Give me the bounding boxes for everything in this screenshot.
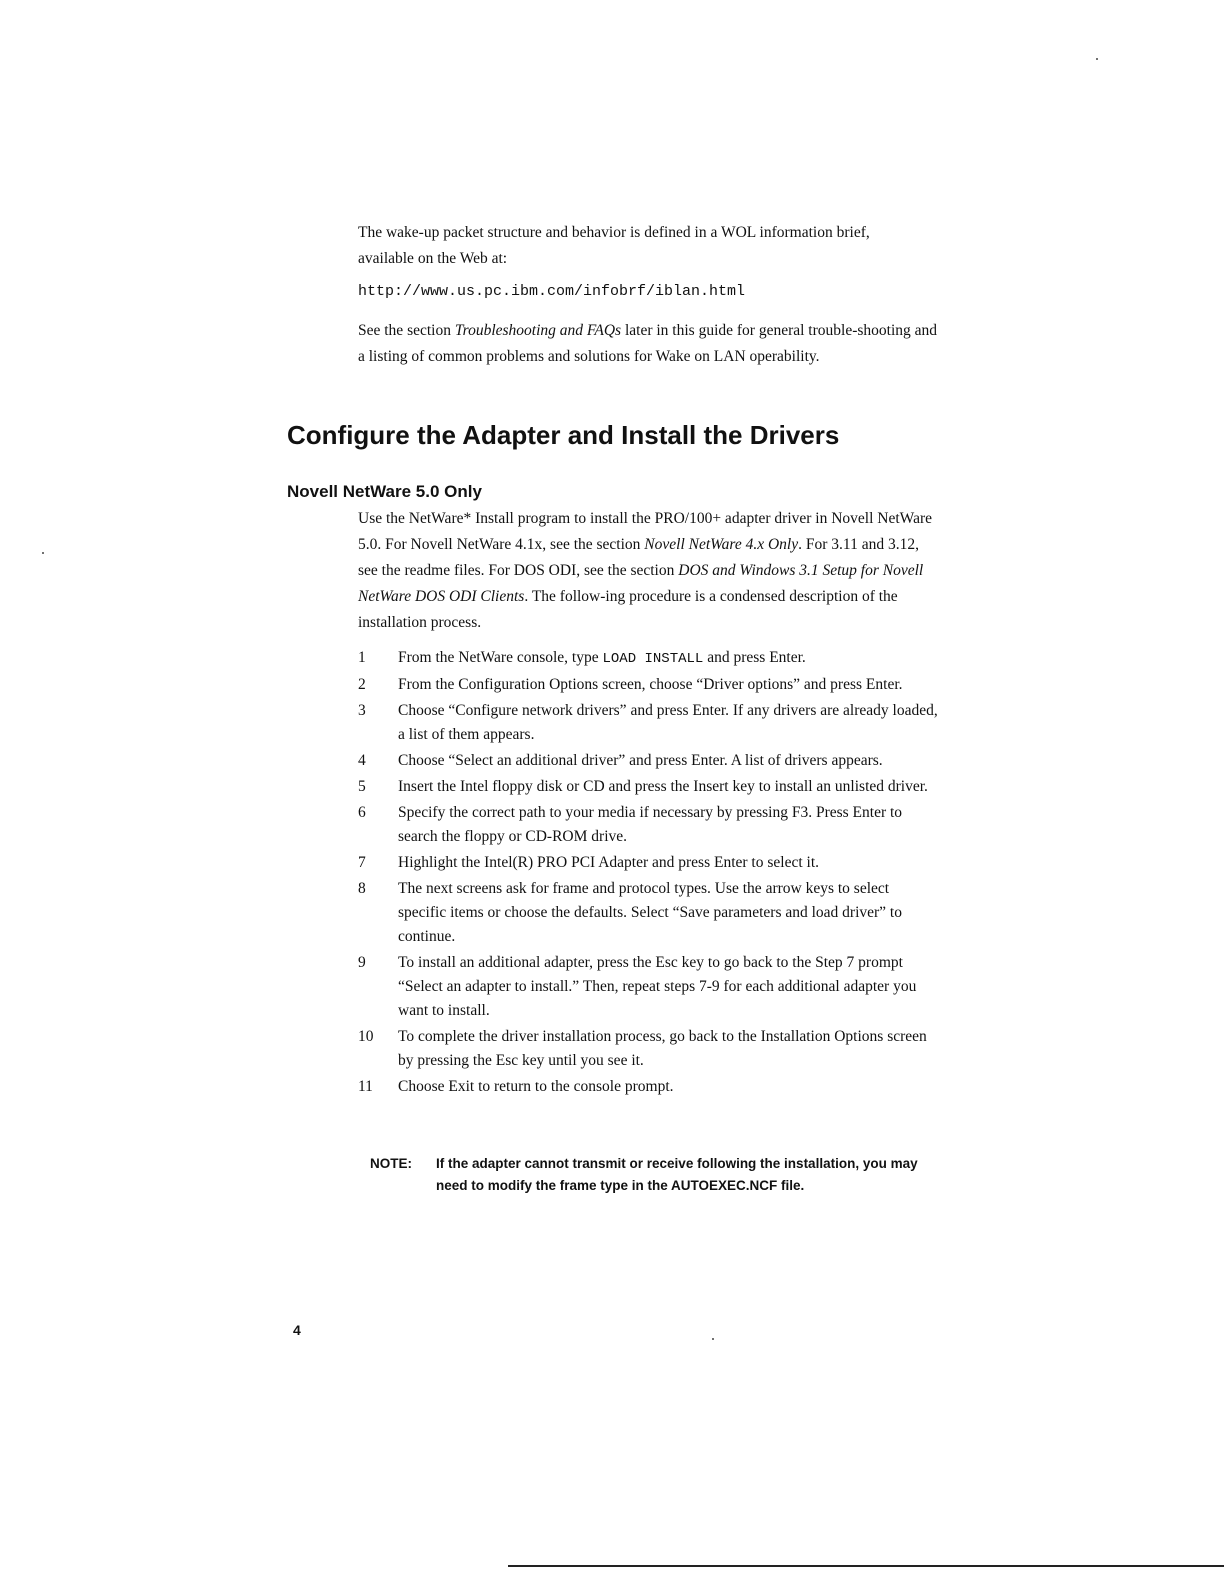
intro-p2-before: See the section bbox=[358, 322, 455, 339]
install-steps-list bbox=[358, 646, 938, 1101]
step-text: Choose “Select an additional driver” and press Enter. A list of drivers appears. bbox=[398, 752, 883, 769]
note-text: If the adapter cannot transmit or receive following the installation, you may need to modify the frame type in the AUTOEXEC.NCF file. bbox=[436, 1156, 918, 1193]
step-number: 7 bbox=[358, 854, 366, 871]
step-text: Insert the Intel floppy disk or CD and press the Insert key to install an unlisted driver. bbox=[398, 778, 928, 795]
step-number: 8 bbox=[358, 880, 366, 897]
step-text: To install an additional adapter, press the Esc key to go back to the Step 7 prompt “Select an adapter to install.” Then, repeat steps 7-9 for each additional adapter you want to install. bbox=[398, 954, 917, 1019]
scan-speck bbox=[42, 552, 44, 554]
step-text: To complete the driver installation process, go back to the Installation Options screen by pressing the Esc key until you see it. bbox=[398, 1028, 927, 1069]
scan-speck bbox=[712, 1338, 714, 1340]
step-number: 10 bbox=[358, 1028, 374, 1045]
step-number: 1 bbox=[358, 649, 366, 666]
step-number: 2 bbox=[358, 676, 366, 693]
list-item bbox=[358, 699, 938, 747]
step-1-command: LOAD INSTALL bbox=[602, 651, 704, 667]
step-number: 4 bbox=[358, 752, 366, 769]
step-text: Specify the correct path to your media if necessary by pressing F3. Press Enter to search the floppy or CD-ROM drive. bbox=[398, 804, 903, 845]
step-text: From the Configuration Options screen, choose “Driver options” and press Enter. bbox=[398, 676, 903, 693]
step-text: The next screens ask for frame and protocol types. Use the arrow keys to select specific items or choose the defaults. Select “Save parameters and load driver” to continue. bbox=[398, 880, 902, 945]
note-box bbox=[370, 1153, 950, 1197]
page-number: 4 bbox=[293, 1322, 301, 1338]
bottom-rule bbox=[508, 1565, 1224, 1567]
section-subtitle: Novell NetWare 5.0 Only bbox=[287, 482, 482, 501]
intro-paragraph-wol: The wake-up packet structure and behavior is defined in a WOL information brief, available on the Web at: bbox=[358, 224, 870, 267]
list-item bbox=[358, 851, 938, 875]
step-text: Highlight the Intel(R) PRO PCI Adapter and press Enter to select it. bbox=[398, 854, 820, 871]
note-label: NOTE: bbox=[370, 1156, 412, 1171]
step-1-pre: From the NetWare console, type bbox=[398, 649, 603, 666]
list-item bbox=[358, 1025, 938, 1073]
step-number: 11 bbox=[358, 1078, 373, 1095]
list-item bbox=[358, 646, 938, 671]
intro-paragraph-troubleshooting bbox=[358, 318, 938, 370]
list-item bbox=[358, 877, 938, 949]
list-item bbox=[358, 749, 938, 773]
step-text: Choose “Configure network drivers” and press Enter. If any drivers are already loaded, a list of them appears. bbox=[398, 702, 938, 743]
intro-p2-after: later in this guide for general trouble-shooting and a listing of common problems and solutions for Wake on LAN operability. bbox=[358, 322, 938, 365]
step-number: 6 bbox=[358, 804, 366, 821]
body-italic-2: DOS and Windows 3.1 Setup for Novell NetWare DOS ODI Clients bbox=[358, 562, 924, 605]
list-item bbox=[358, 673, 938, 697]
list-item bbox=[358, 801, 938, 849]
body-part-c: . The follow-ing procedure is a condensed description of the installation process. bbox=[358, 588, 898, 631]
body-part-b: . For 3.11 and 3.12, see the readme files. For DOS ODI, see the section bbox=[358, 536, 919, 579]
scan-speck bbox=[1096, 58, 1098, 60]
body-part-a: Use the NetWare* Install program to install the PRO/100+ adapter driver in Novell NetWare 5.0. For Novell NetWare 4.1x, see the section bbox=[358, 510, 932, 553]
section-body bbox=[358, 506, 933, 636]
step-1-post: and press Enter. bbox=[703, 649, 806, 666]
step-text: Choose Exit to return to the console prompt. bbox=[398, 1078, 674, 1095]
intro-p2-italic: Troubleshooting and FAQs bbox=[454, 322, 622, 339]
list-item bbox=[358, 951, 938, 1023]
body-italic-1: Novell NetWare 4.x Only bbox=[644, 536, 799, 553]
step-number: 9 bbox=[358, 954, 366, 971]
wol-info-url: http://www.us.pc.ibm.com/infobrf/iblan.html bbox=[358, 283, 746, 300]
list-item bbox=[358, 1075, 938, 1099]
step-text bbox=[398, 646, 938, 671]
section-title: Configure the Adapter and Install the Drivers bbox=[287, 420, 840, 450]
step-number: 3 bbox=[358, 702, 366, 719]
list-item bbox=[358, 775, 938, 799]
step-number: 5 bbox=[358, 778, 366, 795]
